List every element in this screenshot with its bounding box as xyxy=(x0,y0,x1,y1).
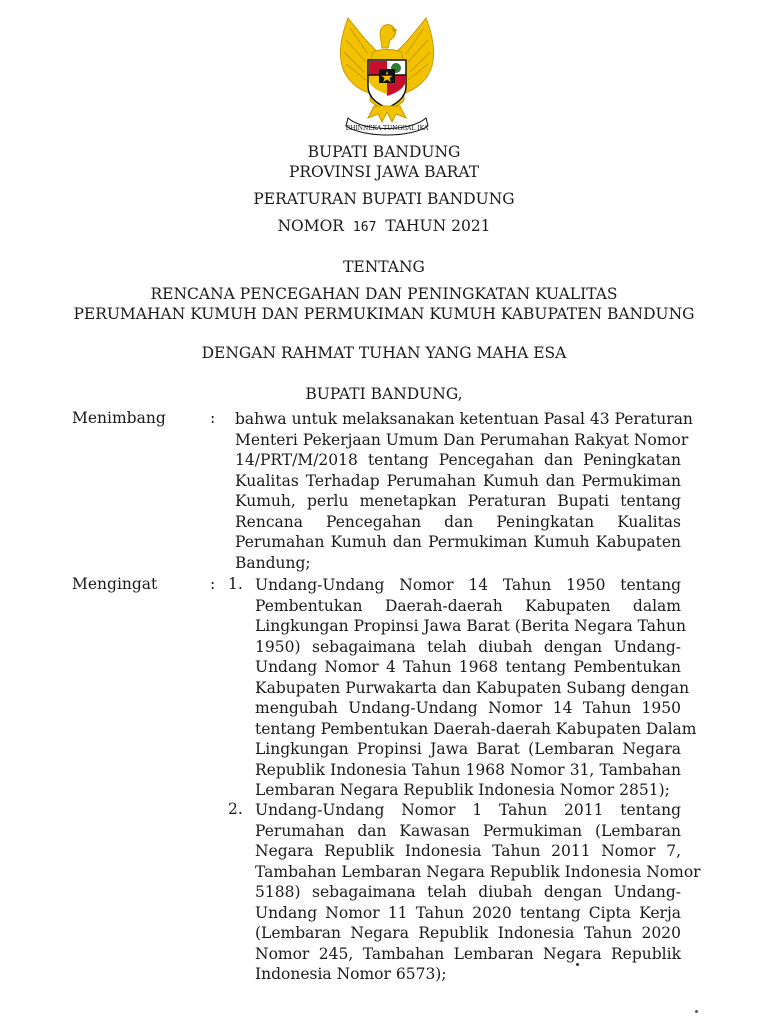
text-line: Undang-Undang Nomor 14 Tahun 1950 tentang xyxy=(255,576,681,594)
nomor-value: 167 xyxy=(352,220,377,235)
text-line: 5188) sebagaimana telah diubah dengan Undang- xyxy=(255,883,681,901)
garuda-emblem xyxy=(328,14,446,136)
text-line: Perumahan Kumuh dan Permukiman Kumuh Kabupaten xyxy=(235,533,681,551)
text-line: Republik Indonesia Tahun 1968 Nomor 31, Tambahan xyxy=(255,760,681,779)
text-line: Pembentukan Daerah-daerah Kabupaten dalam xyxy=(255,596,681,615)
emblem-motto: BHINNEKA TUNGGAL IKA xyxy=(345,125,429,132)
subject-line-2: PERUMAHAN KUMUH DAN PERMUKIMAN KUMUH KABUPATEN BANDUNG xyxy=(73,305,695,323)
speck-mark xyxy=(695,1010,698,1013)
nomor-tahun: TAHUN 2021 xyxy=(385,217,491,235)
menimbang-colon: : xyxy=(210,409,216,427)
rahmat-line: DENGAN RAHMAT TUHAN YANG MAHA ESA xyxy=(201,344,567,362)
text-line: Indonesia Nomor 6573); xyxy=(255,965,447,983)
text-line: 1950) sebagaimana telah diubah dengan Undang- xyxy=(255,637,681,656)
menimbang-label: Menimbang xyxy=(72,409,166,427)
regent-title: BUPATI BANDUNG xyxy=(307,143,461,161)
regulation-number xyxy=(0,216,768,238)
text-line: Kabupaten Purwakarta dan Kabupaten Subang dengan xyxy=(255,678,690,697)
text-line: Kualitas Terhadap Perumahan Kumuh dan Permukiman xyxy=(235,471,681,490)
subject-line-1: RENCANA PENCEGAHAN DAN PENINGKATAN KUALITAS xyxy=(150,285,618,303)
text-line: Negara Republik Indonesia Tahun 2011 Nomor 7, xyxy=(255,842,681,860)
text-line: Lembaran Negara Republik Indonesia Nomor 2851); xyxy=(255,781,670,799)
text-line: Undang Nomor 11 Tahun 2020 tentang Cipta Kerja xyxy=(255,903,681,922)
text-line: Tambahan Lembaran Negara Republik Indonesia Nomor xyxy=(255,862,701,881)
regulation-title: PERATURAN BUPATI BANDUNG xyxy=(253,190,515,208)
mengingat-colon: : xyxy=(210,575,216,593)
mengingat-item-2 xyxy=(255,800,701,985)
province-title: PROVINSI JAWA BARAT xyxy=(288,163,480,181)
speck-mark xyxy=(576,963,579,966)
text-line: Perumahan dan Kawasan Permukiman (Lembaran xyxy=(255,821,681,840)
text-line: Lingkungan Propinsi Jawa Barat (Berita Negara Tahun xyxy=(255,617,686,635)
item-number: 2. xyxy=(228,800,243,818)
text-line: Bandung; xyxy=(235,553,311,572)
text-line: Nomor 245, Tambahan Lembaran Negara Republik xyxy=(255,944,681,963)
text-line: Undang-Undang Nomor 1 Tahun 2011 tentang xyxy=(255,801,681,819)
text-line: Lingkungan Propinsi Jawa Barat (Lembaran Negara xyxy=(255,740,681,758)
text-line: bahwa untuk melaksanakan ketentuan Pasal 43 Peraturan xyxy=(235,410,693,428)
mengingat-item-1 xyxy=(255,575,697,801)
text-line: tentang Pembentukan Daerah-daerah Kabupaten Dalam xyxy=(255,719,697,738)
text-line: Kumuh, perlu menetapkan Peraturan Bupati tentang xyxy=(235,492,681,510)
text-line: mengubah Undang-Undang Nomor 14 Tahun 1950 xyxy=(255,699,681,717)
text-line: Rencana Pencegahan dan Peningkatan Kualitas xyxy=(235,512,681,531)
bupati-line: BUPATI BANDUNG, xyxy=(305,385,463,403)
menimbang-text xyxy=(235,409,693,573)
tentang-heading: TENTANG xyxy=(343,258,425,276)
text-line: (Lembaran Negara Republik Indonesia Tahun 2020 xyxy=(255,924,681,942)
nomor-prefix: NOMOR xyxy=(277,217,344,235)
mengingat-label: Mengingat xyxy=(72,575,158,593)
text-line: Menteri Pekerjaan Umum Dan Perumahan Rakyat Nomor xyxy=(235,430,689,449)
item-number: 1. xyxy=(228,575,243,593)
text-line: 14/PRT/M/2018 tentang Pencegahan dan Peningkatan xyxy=(235,451,681,469)
text-line: Undang Nomor 4 Tahun 1968 tentang Pembentukan xyxy=(255,658,681,676)
